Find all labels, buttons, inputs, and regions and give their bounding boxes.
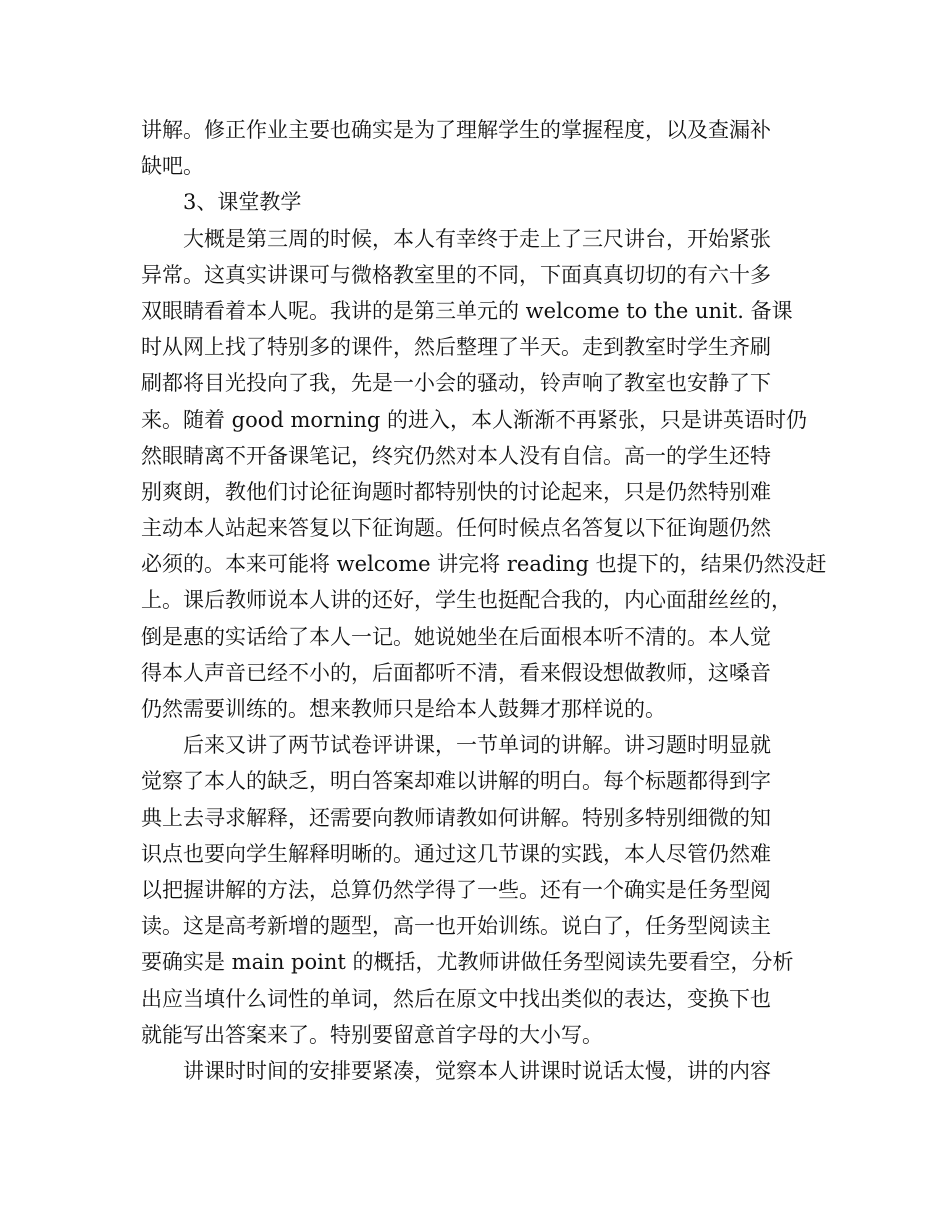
text-line: 上。课后教师说本人讲的还好，学生也挺配合我的，内心面甜丝丝的， bbox=[141, 588, 792, 613]
text-line: 必须的。本来可能将 welcome 讲完将 reading 也提下的，结果仍然没赶 bbox=[141, 552, 827, 577]
text-line: 双眼睛看着本人呢。我讲的是第三单元的 welcome to the unit. 备课 bbox=[141, 298, 793, 323]
text-line: 要确实是 main point 的概括，尤教师讲做任务型阅读先要看空，分析 bbox=[141, 950, 794, 975]
text-line: 典上去寻求解释，还需要向教师请教如何讲解。特别多特别细微的知 bbox=[141, 805, 771, 830]
text-line: 异常。这真实讲课可与微格教室里的不同，下面真真切切的有六十多 bbox=[141, 262, 771, 287]
text-line: 觉察了本人的缺乏，明白答案却难以讲解的明白。每个标题都得到字 bbox=[141, 769, 771, 794]
text-line: 时从网上找了特别多的课件，然后整理了半天。走到教室时学生齐刷 bbox=[141, 335, 771, 360]
text-line: 出应当填什么词性的单词，然后在原文中找出类似的表达，变换下也 bbox=[141, 986, 771, 1011]
text-line: 缺吧。 bbox=[141, 154, 204, 179]
text-line: 后来又讲了两节试卷评讲课，一节单词的讲解。讲习题时明显就 bbox=[183, 733, 771, 758]
document-page bbox=[141, 112, 825, 1089]
text-line: 就能写出答案来了。特别要留意首字母的大小写。 bbox=[141, 1022, 603, 1047]
text-line: 识点也要向学生解释明晰的。通过这几节课的实践，本人尽管仍然难 bbox=[141, 841, 771, 866]
text-line: 读。这是高考新增的题型，高一也开始训练。说白了，任务型阅读主 bbox=[141, 914, 771, 939]
text-line: 得本人声音已经不小的，后面都听不清，看来假设想做教师，这嗓音 bbox=[141, 660, 771, 685]
text-line: 倒是惠的实话给了本人一记。她说她坐在后面根本听不清的。本人觉 bbox=[141, 624, 771, 649]
text-line: 刷都将目光投向了我，先是一小会的骚动，铃声响了教室也安静了下 bbox=[141, 371, 771, 396]
text-line: 别爽朗，教他们讨论征询题时都特别快的讨论起来，只是仍然特别难 bbox=[141, 479, 771, 504]
text-line: 仍然需要训练的。想来教师只是给本人鼓舞才那样说的。 bbox=[141, 697, 666, 721]
text-line: 然眼睛离不开备课笔记，终究仍然对本人没有自信。高一的学生还特 bbox=[141, 443, 771, 468]
text-line: 大概是第三周的时候，本人有幸终于走上了三尺讲台，开始紧张 bbox=[183, 226, 771, 251]
text-line: 主动本人站起来答复以下征询题。任何时候点名答复以下征询题仍然 bbox=[141, 516, 771, 541]
text-line: 以把握讲解的方法，总算仍然学得了一些。还有一个确实是任务型阅 bbox=[141, 877, 771, 902]
text-line: 来。随着 good morning 的进入，本人渐渐不再紧张，只是讲英语时仍 bbox=[141, 407, 807, 432]
text-line: 讲课时时间的安排要紧凑，觉察本人讲课时说话太慢，讲的内容 bbox=[183, 1058, 771, 1083]
text-line: 讲解。修正作业主要也确实是为了理解学生的掌握程度，以及查漏补 bbox=[141, 118, 771, 142]
section-heading: 3、课堂教学 bbox=[183, 190, 302, 215]
